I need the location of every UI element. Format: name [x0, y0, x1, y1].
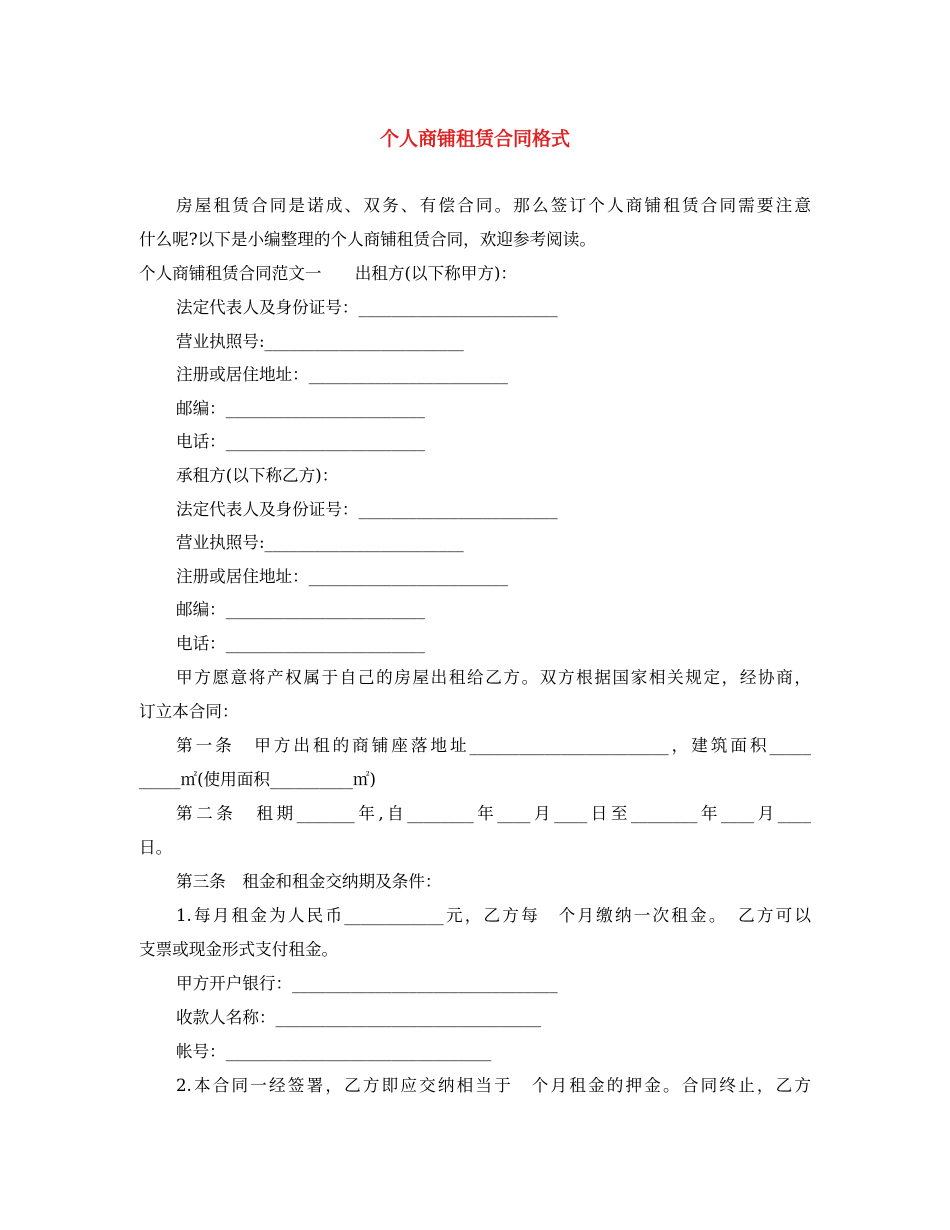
- paragraph-line: 个人商铺租赁合同范文一 出租方(以下称甲方)：: [139, 264, 518, 283]
- paragraph-line: 1.每月租金为人民币____________元，乙方每 个月缴纳一次租金。 乙方可以: [176, 906, 811, 925]
- form-line: 营业执照号:________________________: [176, 332, 464, 351]
- paragraph-line: 2.本合同一经签署，乙方即应交纳相当于 个月租金的押金。合同终止，乙方: [176, 1076, 811, 1095]
- paragraph-line: 什么呢?以下是小编整理的个人商铺租赁合同，欢迎参考阅读。: [139, 230, 596, 249]
- form-line: 甲方开户银行：________________________________: [176, 974, 558, 993]
- form-line: 注册或居住地址：________________________: [176, 365, 508, 384]
- paragraph-line: 第二条 租期_______年,自________年____月____日至________年____月____: [176, 804, 811, 823]
- form-line: 注册或居住地址：________________________: [176, 567, 508, 586]
- paragraph-line: 第三条 租金和租金交纳期及条件：: [176, 872, 442, 891]
- form-line: 法定代表人及身份证号：________________________: [176, 298, 558, 317]
- paragraph-line: 支票或现金形式支付租金。: [139, 940, 339, 959]
- form-line: 邮编：________________________: [176, 399, 425, 418]
- form-line: 帐号：________________________________: [176, 1042, 492, 1061]
- paragraph-line: 日。: [139, 838, 173, 857]
- form-line: 邮编：________________________: [176, 600, 425, 619]
- paragraph-line: 承租方(以下称乙方)：: [176, 466, 339, 485]
- paragraph-line: 甲方愿意将产权属于自己的房屋出租给乙方。双方根据国家相关规定，经协商，: [176, 668, 811, 687]
- form-line: 营业执照号:________________________: [176, 533, 464, 552]
- paragraph-line: _____㎡(使用面积__________㎡): [139, 770, 376, 789]
- form-line: 电话：________________________: [176, 634, 425, 653]
- form-line: 法定代表人及身份证号：________________________: [176, 500, 558, 519]
- document-title: 个人商铺租赁合同格式: [379, 128, 570, 150]
- paragraph-line: 第一条 甲方出租的商铺座落地址________________________，建筑面积_____: [176, 736, 811, 755]
- form-line: 电话：________________________: [176, 432, 425, 451]
- form-line: 收款人名称：________________________________: [176, 1008, 542, 1027]
- paragraph-line: 房屋租赁合同是诺成、双务、有偿合同。那么签订个人商铺租赁合同需要注意: [176, 196, 811, 215]
- paragraph-line: 订立本合同：: [139, 702, 239, 721]
